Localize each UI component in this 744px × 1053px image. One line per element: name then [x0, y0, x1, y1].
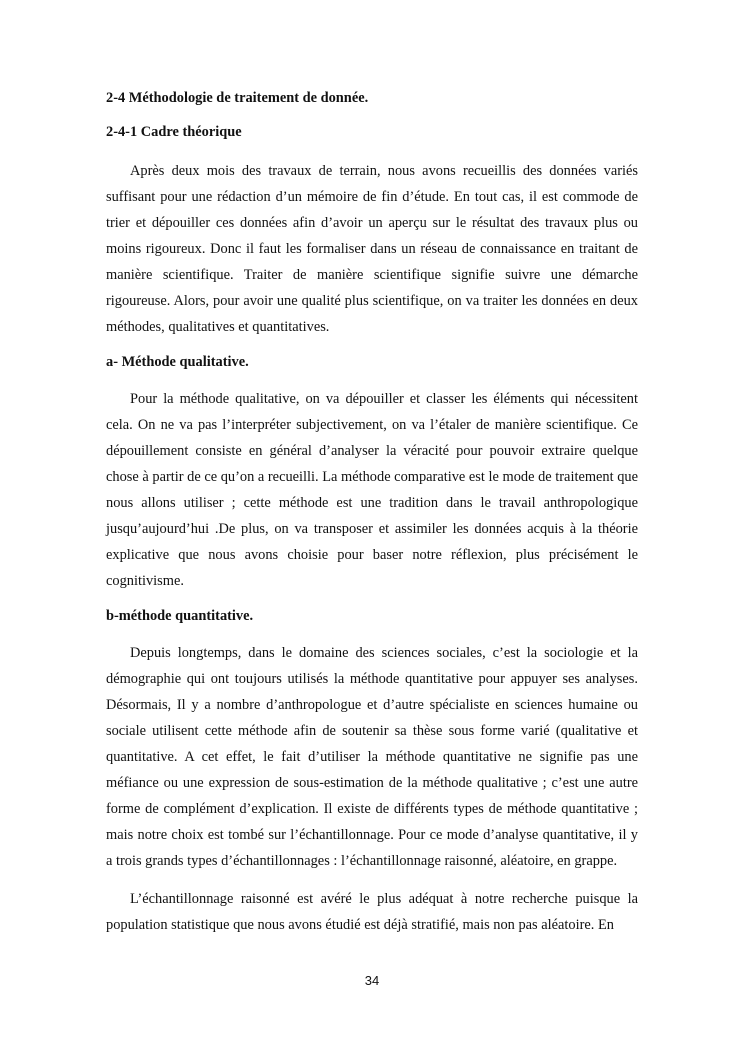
page-number: 34: [364, 973, 380, 988]
section-title: 2-4 Méthodologie de traitement de donnée.: [106, 90, 369, 106]
intro-paragraph: Après deux mois des travaux de terrain, nous avons recueillis des données variés suffisant pour une rédaction d’un mémoire de fin d’étude. En tout cas, il est commode de trier et dépouiller ces données afin d’avoir un aperçu sur le résultat des travaux plus ou moins rigoureux. Donc il faut les formaliser dans un réseau de connaissance en traitant de manière scientifique. Traiter de manière scientifique signifie suivre une démarche rigoureuse. Alors, pour avoir une qualité plus scientifique, on va traiter les données en deux méthodes, qualitatives et quantitatives.: [106, 163, 638, 335]
quantitative-heading: b-méthode quantitative.: [106, 608, 254, 624]
document-page: [106, 88, 638, 938]
qualitative-paragraph: Pour la méthode qualitative, on va dépouiller et classer les éléments qui nécessitent cela. On ne va pas l’interpréter subjectivement, on va l’étaler de manière scientifique. Ce dépouillement consiste en général d’analyser la véracité pour pouvoir extraire quelque chose à partir de ce qu’on a recueilli. La méthode comparative est le mode de traitement que nous allons utiliser ; cette méthode est une tradition dans le travail anthropologique jusqu’aujourd’hui .De plus, on va transposer et assimiler les données acquis à la théorie explicative que nous avons choisie pour baser notre réflexion, plus précisément le cognitivisme.: [106, 391, 638, 589]
sampling-paragraph: L’échantillonnage raisonné est avéré le plus adéquat à notre recherche puisque la population statistique que nous avons étudié est déjà stratifié, mais non pas aléatoire. En: [106, 891, 638, 933]
quantitative-paragraph: Depuis longtemps, dans le domaine des sciences sociales, c’est la sociologie et la démographie qui ont toujours utilisés la méthode quantitative pour appuyer ses analyses. Désormais, Il y a nombre d’anthropologue et d’autre spécialiste en sciences humaine ou sociale utilisent cette méthode afin de soutenir sa thèse sous forme varié (qualitative et quantitative. A cet effet, le fait d’utiliser la méthode quantitative ne signifie pas une méfiance ou une expression de sous-estimation de la méthode qualitative ; c’est une autre forme de complément d’explication. Il existe de différents types de méthode quantitative ; mais notre choix est tombé sur l’échantillonnage. Pour ce mode d’analyse quantitative, il y a trois grands types d’échantillonnages : l’échantillonnage raisonné, aléatoire, en grappe.: [106, 645, 638, 869]
qualitative-heading: a- Méthode qualitative.: [106, 354, 249, 370]
subsection-title: 2-4-1 Cadre théorique: [106, 124, 242, 140]
